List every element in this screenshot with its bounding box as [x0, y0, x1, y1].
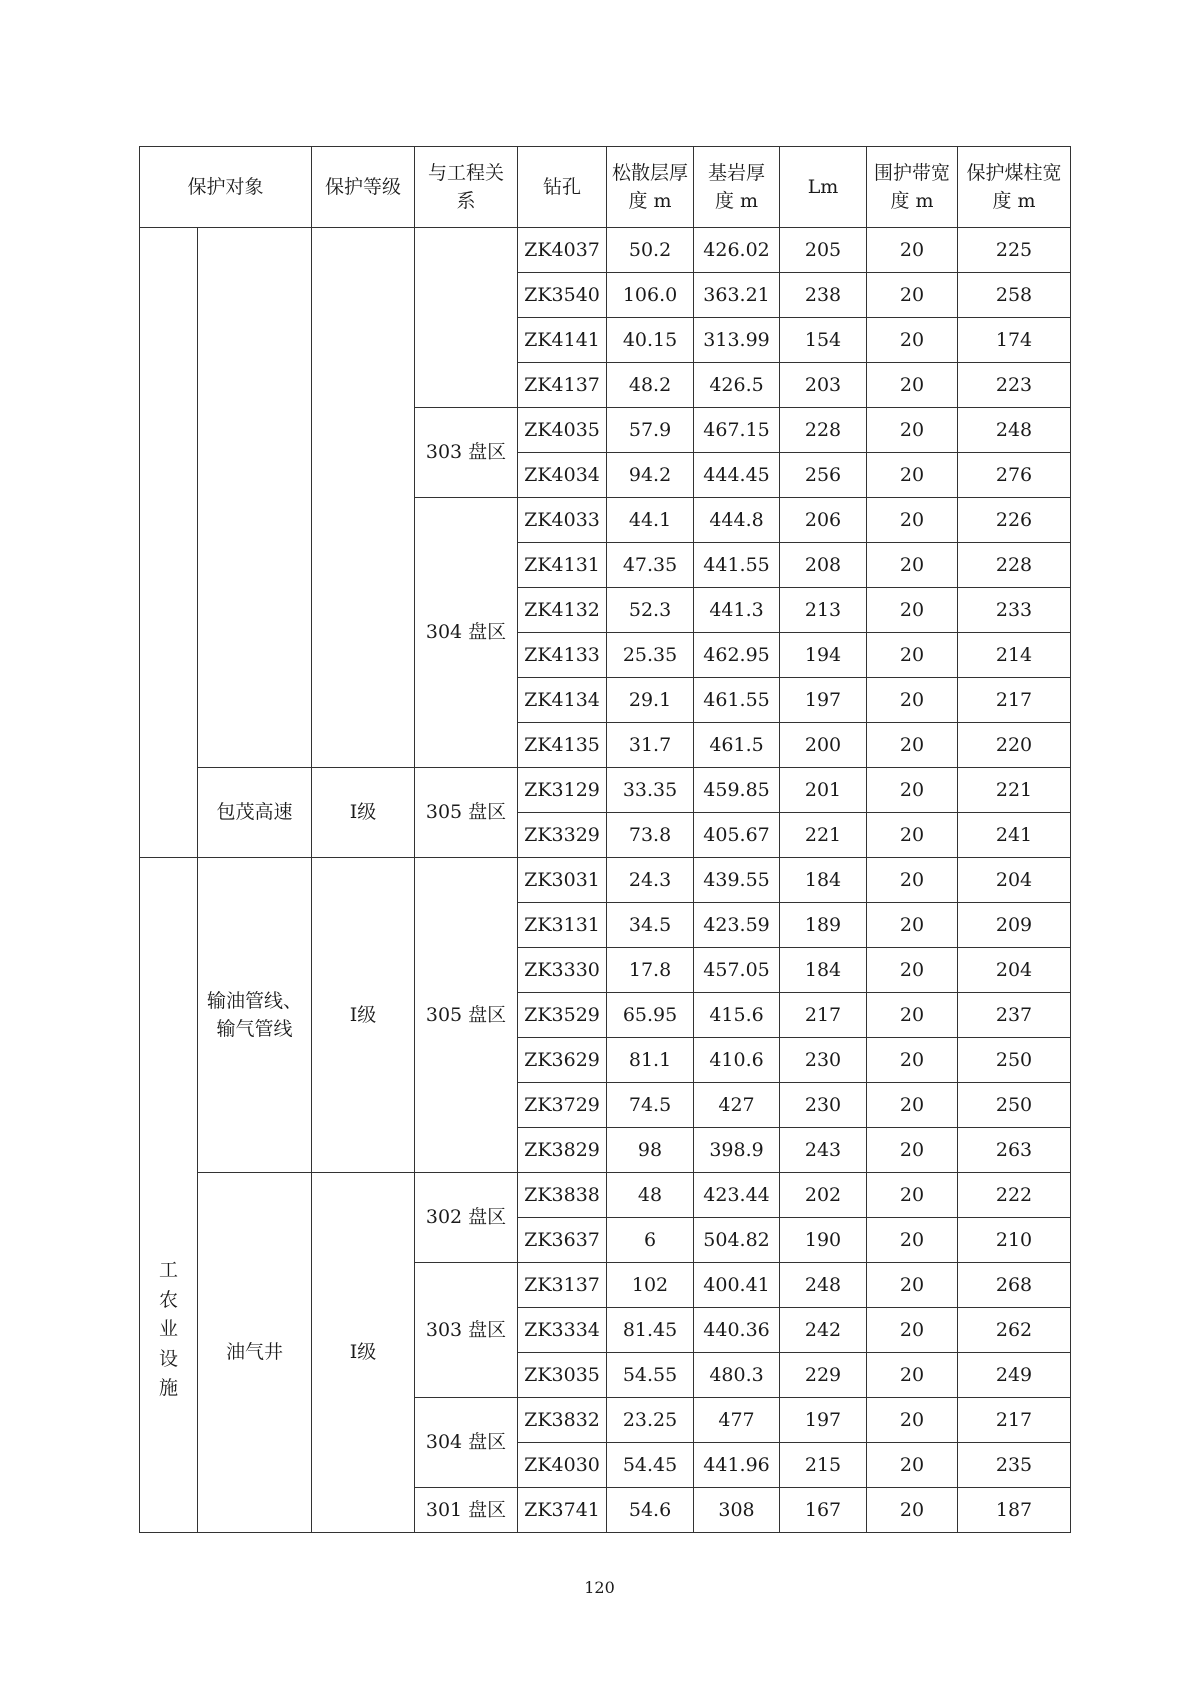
group-cell-gongnong-text: 工农业设施: [158, 1259, 178, 1400]
cell-pillar-width: 222: [958, 1173, 1071, 1218]
cell-bedrock-thickness: 427: [694, 1083, 780, 1128]
cell-loose-thickness: 74.5: [607, 1083, 694, 1128]
cell-lm: 201: [780, 768, 867, 813]
cell-pillar-width: 209: [958, 903, 1071, 948]
cell-pillar-width: 204: [958, 858, 1071, 903]
cell-pillar-width: 276: [958, 453, 1071, 498]
cell-pillar-width: 217: [958, 1398, 1071, 1443]
cell-belt-width: 20: [867, 1083, 958, 1128]
cell-bedrock-thickness: 461.5: [694, 723, 780, 768]
cell-belt-width: 20: [867, 1173, 958, 1218]
cell-pillar-width: 225: [958, 228, 1071, 273]
cell-loose-thickness: 6: [607, 1218, 694, 1263]
cell-belt-width: 20: [867, 453, 958, 498]
header-bedrock-thickness: 基岩厚度 m: [694, 147, 780, 228]
cell-belt-width: 20: [867, 1488, 958, 1533]
level-cell-baomao: [312, 768, 415, 858]
cell-bedrock-thickness: 462.95: [694, 633, 780, 678]
relation-cell-303-b: [415, 1263, 518, 1398]
level-cell-upper-continued: [312, 228, 415, 768]
cell-lm: 238: [780, 273, 867, 318]
relation-cell-305-a-text: 305 盘区: [425, 801, 507, 824]
relation-cell-302: [415, 1173, 518, 1263]
level-cell-well: [312, 1173, 415, 1533]
cell-pillar-width: 210: [958, 1218, 1071, 1263]
cell-pillar-width: 241: [958, 813, 1071, 858]
cell-bedrock-thickness: 405.67: [694, 813, 780, 858]
cell-pillar-width: 263: [958, 1128, 1071, 1173]
header-relation: 与工程关系: [415, 147, 518, 228]
cell-loose-thickness: 65.95: [607, 993, 694, 1038]
relation-cell-304-b: [415, 1398, 518, 1488]
cell-loose-thickness: 50.2: [607, 228, 694, 273]
relation-cell-301-text: 301 盘区: [425, 1498, 507, 1521]
cell-bedrock-thickness: 398.9: [694, 1128, 780, 1173]
cell-bedrock-thickness: 426.5: [694, 363, 780, 408]
cell-loose-thickness: 29.1: [607, 678, 694, 723]
level-cell-pipeline-text: Ⅰ级: [349, 1003, 377, 1026]
cell-bedrock-thickness: 477: [694, 1398, 780, 1443]
cell-borehole: ZK3330: [518, 948, 607, 993]
cell-pillar-width: 204: [958, 948, 1071, 993]
header-pillar-width: 保护煤柱宽度 m: [958, 147, 1071, 228]
object-cell-baomao: [198, 768, 312, 858]
protection-pillar-table: [139, 146, 1071, 1533]
cell-pillar-width: 258: [958, 273, 1071, 318]
cell-borehole: ZK3540: [518, 273, 607, 318]
cell-belt-width: 20: [867, 1443, 958, 1488]
cell-bedrock-thickness: 441.96: [694, 1443, 780, 1488]
header-row: [140, 147, 1071, 228]
cell-borehole: ZK3035: [518, 1353, 607, 1398]
cell-borehole: ZK3129: [518, 768, 607, 813]
cell-bedrock-thickness: 504.82: [694, 1218, 780, 1263]
object-cell-well: [198, 1173, 312, 1533]
cell-borehole: ZK3832: [518, 1398, 607, 1443]
cell-lm: 189: [780, 903, 867, 948]
cell-lm: 228: [780, 408, 867, 453]
cell-lm: 248: [780, 1263, 867, 1308]
object-cell-pipeline-text: 输油管线、输气管线: [207, 989, 303, 1040]
header-level: 保护等级: [312, 147, 415, 228]
cell-belt-width: 20: [867, 1263, 958, 1308]
cell-borehole: ZK3829: [518, 1128, 607, 1173]
relation-cell-305-a: [415, 768, 518, 858]
cell-lm: 206: [780, 498, 867, 543]
object-cell-pipeline: [198, 858, 312, 1173]
relation-cell-upper-continued: [415, 228, 518, 408]
cell-pillar-width: 250: [958, 1038, 1071, 1083]
cell-borehole: ZK4135: [518, 723, 607, 768]
relation-cell-304-a-text: 304 盘区: [425, 621, 507, 644]
cell-pillar-width: 235: [958, 1443, 1071, 1488]
cell-bedrock-thickness: 459.85: [694, 768, 780, 813]
cell-loose-thickness: 40.15: [607, 318, 694, 363]
cell-loose-thickness: 98: [607, 1128, 694, 1173]
object-cell-well-text: 油气井: [226, 1341, 284, 1364]
group-cell-upper-continued: [140, 228, 198, 858]
cell-lm: 230: [780, 1038, 867, 1083]
cell-pillar-width: 217: [958, 678, 1071, 723]
cell-belt-width: 20: [867, 363, 958, 408]
cell-lm: 200: [780, 723, 867, 768]
cell-loose-thickness: 25.35: [607, 633, 694, 678]
cell-loose-thickness: 48: [607, 1173, 694, 1218]
cell-bedrock-thickness: 313.99: [694, 318, 780, 363]
cell-belt-width: 20: [867, 498, 958, 543]
cell-belt-width: 20: [867, 1308, 958, 1353]
cell-loose-thickness: 102: [607, 1263, 694, 1308]
cell-belt-width: 20: [867, 228, 958, 273]
cell-loose-thickness: 44.1: [607, 498, 694, 543]
cell-borehole: ZK4141: [518, 318, 607, 363]
cell-lm: 213: [780, 588, 867, 633]
cell-belt-width: 20: [867, 768, 958, 813]
cell-belt-width: 20: [867, 318, 958, 363]
cell-lm: 229: [780, 1353, 867, 1398]
cell-borehole: ZK4131: [518, 543, 607, 588]
cell-loose-thickness: 23.25: [607, 1398, 694, 1443]
cell-bedrock-thickness: 440.36: [694, 1308, 780, 1353]
cell-borehole: ZK3329: [518, 813, 607, 858]
cell-pillar-width: 223: [958, 363, 1071, 408]
cell-bedrock-thickness: 410.6: [694, 1038, 780, 1083]
cell-lm: 243: [780, 1128, 867, 1173]
cell-bedrock-thickness: 457.05: [694, 948, 780, 993]
cell-bedrock-thickness: 444.45: [694, 453, 780, 498]
page-number: 120: [584, 1578, 615, 1597]
cell-bedrock-thickness: 423.44: [694, 1173, 780, 1218]
cell-pillar-width: 228: [958, 543, 1071, 588]
cell-pillar-width: 174: [958, 318, 1071, 363]
cell-pillar-width: 248: [958, 408, 1071, 453]
cell-bedrock-thickness: 439.55: [694, 858, 780, 903]
cell-borehole: ZK3838: [518, 1173, 607, 1218]
cell-lm: 208: [780, 543, 867, 588]
cell-borehole: ZK3131: [518, 903, 607, 948]
cell-belt-width: 20: [867, 633, 958, 678]
cell-belt-width: 20: [867, 903, 958, 948]
cell-bedrock-thickness: 461.55: [694, 678, 780, 723]
level-cell-baomao-text: Ⅰ级: [349, 801, 377, 824]
cell-lm: 230: [780, 1083, 867, 1128]
cell-pillar-width: 268: [958, 1263, 1071, 1308]
cell-lm: 167: [780, 1488, 867, 1533]
cell-bedrock-thickness: 400.41: [694, 1263, 780, 1308]
cell-bedrock-thickness: 444.8: [694, 498, 780, 543]
relation-cell-303-a: [415, 408, 518, 498]
cell-bedrock-thickness: 308: [694, 1488, 780, 1533]
cell-borehole: ZK4134: [518, 678, 607, 723]
relation-cell-305-b: [415, 858, 518, 1173]
cell-bedrock-thickness: 480.3: [694, 1353, 780, 1398]
cell-lm: 203: [780, 363, 867, 408]
object-cell-baomao-text: 包茂高速: [216, 801, 293, 824]
cell-borehole: ZK4132: [518, 588, 607, 633]
table-body: [140, 228, 1071, 1533]
cell-lm: 215: [780, 1443, 867, 1488]
cell-borehole: ZK4034: [518, 453, 607, 498]
cell-bedrock-thickness: 441.3: [694, 588, 780, 633]
header-object: 保护对象: [140, 147, 312, 228]
cell-bedrock-thickness: 415.6: [694, 993, 780, 1038]
table-row: [140, 1173, 1071, 1218]
cell-belt-width: 20: [867, 408, 958, 453]
cell-loose-thickness: 57.9: [607, 408, 694, 453]
cell-lm: 202: [780, 1173, 867, 1218]
cell-lm: 217: [780, 993, 867, 1038]
relation-cell-304-b-text: 304 盘区: [425, 1431, 507, 1454]
cell-lm: 190: [780, 1218, 867, 1263]
cell-loose-thickness: 17.8: [607, 948, 694, 993]
cell-borehole: ZK3637: [518, 1218, 607, 1263]
cell-lm: 194: [780, 633, 867, 678]
cell-pillar-width: 221: [958, 768, 1071, 813]
cell-belt-width: 20: [867, 948, 958, 993]
cell-belt-width: 20: [867, 1128, 958, 1173]
cell-belt-width: 20: [867, 678, 958, 723]
cell-pillar-width: 226: [958, 498, 1071, 543]
cell-belt-width: 20: [867, 1038, 958, 1083]
cell-borehole: ZK3729: [518, 1083, 607, 1128]
cell-pillar-width: 250: [958, 1083, 1071, 1128]
relation-cell-301: [415, 1488, 518, 1533]
cell-lm: 197: [780, 1398, 867, 1443]
cell-borehole: ZK3334: [518, 1308, 607, 1353]
cell-lm: 242: [780, 1308, 867, 1353]
protection-table-container: [139, 146, 1070, 1533]
cell-borehole: ZK4133: [518, 633, 607, 678]
header-loose-thickness: 松散层厚度 m: [607, 147, 694, 228]
cell-borehole: ZK3529: [518, 993, 607, 1038]
cell-borehole: ZK3031: [518, 858, 607, 903]
cell-pillar-width: 237: [958, 993, 1071, 1038]
cell-loose-thickness: 34.5: [607, 903, 694, 948]
cell-pillar-width: 187: [958, 1488, 1071, 1533]
cell-lm: 197: [780, 678, 867, 723]
cell-pillar-width: 249: [958, 1353, 1071, 1398]
cell-borehole: ZK3137: [518, 1263, 607, 1308]
header-lm: Lm: [780, 147, 867, 228]
cell-loose-thickness: 47.35: [607, 543, 694, 588]
header-belt-width: 围护带宽度 m: [867, 147, 958, 228]
cell-loose-thickness: 24.3: [607, 858, 694, 903]
table-row: [140, 858, 1071, 903]
level-cell-well-text: Ⅰ级: [349, 1341, 377, 1364]
cell-lm: 154: [780, 318, 867, 363]
cell-loose-thickness: 52.3: [607, 588, 694, 633]
cell-belt-width: 20: [867, 588, 958, 633]
cell-borehole: ZK3629: [518, 1038, 607, 1083]
cell-belt-width: 20: [867, 1218, 958, 1263]
cell-loose-thickness: 48.2: [607, 363, 694, 408]
cell-lm: 221: [780, 813, 867, 858]
cell-bedrock-thickness: 467.15: [694, 408, 780, 453]
relation-cell-305-b-text: 305 盘区: [425, 1003, 507, 1026]
cell-loose-thickness: 94.2: [607, 453, 694, 498]
cell-loose-thickness: 73.8: [607, 813, 694, 858]
cell-loose-thickness: 33.35: [607, 768, 694, 813]
cell-belt-width: 20: [867, 723, 958, 768]
cell-bedrock-thickness: 441.55: [694, 543, 780, 588]
cell-belt-width: 20: [867, 858, 958, 903]
cell-bedrock-thickness: 363.21: [694, 273, 780, 318]
group-cell-gongnong: [140, 858, 198, 1533]
relation-cell-304-a: [415, 498, 518, 768]
cell-loose-thickness: 81.45: [607, 1308, 694, 1353]
cell-loose-thickness: 81.1: [607, 1038, 694, 1083]
cell-belt-width: 20: [867, 273, 958, 318]
cell-loose-thickness: 54.45: [607, 1443, 694, 1488]
relation-cell-303-a-text: 303 盘区: [425, 441, 507, 464]
cell-belt-width: 20: [867, 1398, 958, 1443]
relation-cell-303-b-text: 303 盘区: [425, 1318, 507, 1341]
cell-lm: 205: [780, 228, 867, 273]
cell-borehole: ZK4030: [518, 1443, 607, 1488]
cell-pillar-width: 214: [958, 633, 1071, 678]
cell-loose-thickness: 106.0: [607, 273, 694, 318]
cell-borehole: ZK4035: [518, 408, 607, 453]
cell-pillar-width: 233: [958, 588, 1071, 633]
cell-borehole: ZK4033: [518, 498, 607, 543]
cell-borehole: ZK3741: [518, 1488, 607, 1533]
cell-pillar-width: 262: [958, 1308, 1071, 1353]
cell-lm: 184: [780, 858, 867, 903]
cell-bedrock-thickness: 426.02: [694, 228, 780, 273]
cell-lm: 184: [780, 948, 867, 993]
cell-pillar-width: 220: [958, 723, 1071, 768]
object-cell-upper-continued: [198, 228, 312, 768]
level-cell-pipeline: [312, 858, 415, 1173]
cell-belt-width: 20: [867, 543, 958, 588]
cell-borehole: ZK4037: [518, 228, 607, 273]
table-row: [140, 228, 1071, 273]
cell-belt-width: 20: [867, 813, 958, 858]
cell-loose-thickness: 31.7: [607, 723, 694, 768]
table-row: [140, 768, 1071, 813]
cell-loose-thickness: 54.6: [607, 1488, 694, 1533]
cell-loose-thickness: 54.55: [607, 1353, 694, 1398]
cell-belt-width: 20: [867, 1353, 958, 1398]
header-borehole: 钻孔: [518, 147, 607, 228]
cell-belt-width: 20: [867, 993, 958, 1038]
cell-borehole: ZK4137: [518, 363, 607, 408]
relation-cell-302-text: 302 盘区: [425, 1206, 507, 1229]
cell-bedrock-thickness: 423.59: [694, 903, 780, 948]
cell-lm: 256: [780, 453, 867, 498]
